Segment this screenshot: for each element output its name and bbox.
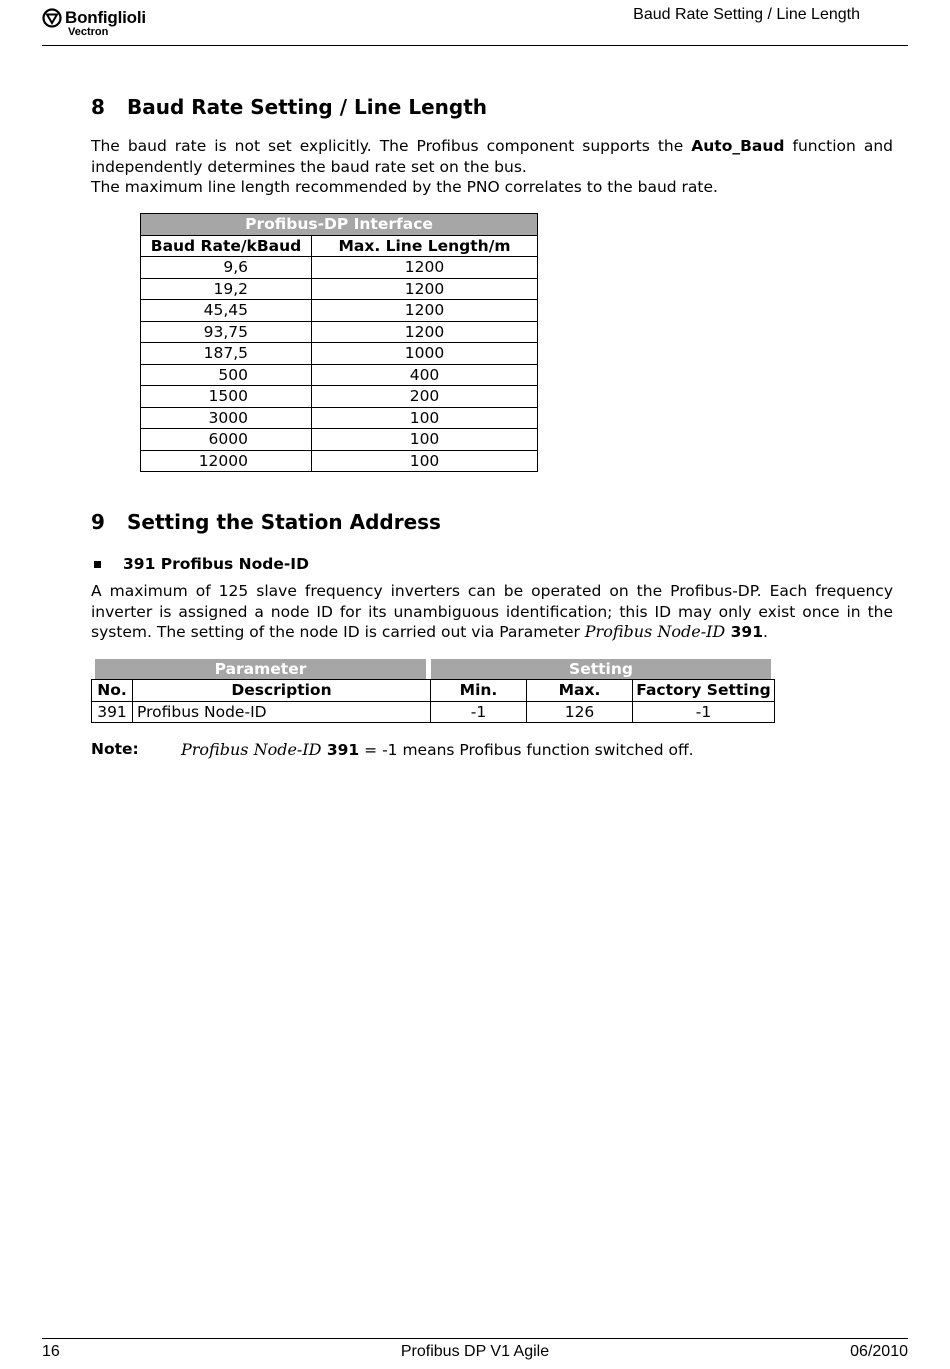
table-row: [141, 257, 538, 279]
table-cell: 187,5: [141, 343, 312, 365]
section-title: Setting the Station Address: [127, 510, 441, 534]
table-cell: 126: [527, 701, 633, 723]
note-text: [181, 740, 694, 759]
text-run: = -1 means Profibus function switched off.: [359, 741, 694, 759]
section-number: 8: [91, 95, 105, 119]
bonfiglioli-logo-icon: [42, 8, 62, 28]
column-header: No.: [92, 680, 133, 702]
column-header: Description: [133, 680, 431, 702]
paragraph-line-length: The maximum line length recommended by the PNO correlates to the baud rate.: [91, 178, 718, 196]
table-cell: 1200: [312, 278, 538, 300]
text-run: A maximum of 125 slave frequency inverters can be operated on the Profibus-DP. Each frequency inverter is assigned a node ID for its unambiguous identification; this ID may only exist once in the system. The setting of the node ID is carried out via Parameter: [91, 582, 893, 641]
section-8-heading: [91, 95, 893, 119]
page-number: 16: [42, 1343, 60, 1360]
table-cell: 1500: [141, 386, 312, 408]
auto-baud-term: Auto_Baud: [691, 137, 785, 155]
column-header: Baud Rate/kBaud: [141, 235, 312, 257]
parameter-number: 391: [725, 623, 764, 641]
table-row: [141, 364, 538, 386]
column-header: Max. Line Length/m: [312, 235, 538, 257]
table-cell: 3000: [141, 407, 312, 429]
table-row: [141, 450, 538, 472]
table-cell: 100: [312, 429, 538, 451]
table-cell: 400: [312, 364, 538, 386]
table-cell: 45,45: [141, 300, 312, 322]
parameter-name: Profibus Node-ID: [584, 622, 726, 641]
table-cell: 200: [312, 386, 538, 408]
text-run: The baud rate is not set explicitly. The Profibus component supports the: [91, 137, 692, 155]
table-cell: 93,75: [141, 321, 312, 343]
parameter-number: 391: [321, 741, 360, 759]
table-cell: 500: [141, 364, 312, 386]
note-label: Note:: [91, 740, 139, 758]
table-row: [141, 278, 538, 300]
column-header: Min.: [431, 680, 527, 702]
table-cell: 100: [312, 450, 538, 472]
brand-logo: [42, 8, 146, 38]
table-cell: -1: [431, 701, 527, 723]
running-title: Baud Rate Setting / Line Length: [633, 6, 860, 23]
table-cell: 1200: [312, 300, 538, 322]
footer-divider: [42, 1338, 908, 1339]
table-cell: 12000: [141, 450, 312, 472]
table-caption: Profibus-DP Interface: [141, 214, 538, 236]
section-title: Baud Rate Setting / Line Length: [127, 95, 487, 119]
section-8-body: [91, 136, 893, 198]
section-9-body: [91, 581, 893, 643]
table-cell: 19,2: [141, 278, 312, 300]
table-cell: 1000: [312, 343, 538, 365]
table-row: [141, 321, 538, 343]
table-cell: 1200: [312, 321, 538, 343]
paragraph-node-id: [91, 581, 893, 643]
table-row: [141, 300, 538, 322]
paragraph-baud-rate: [91, 136, 893, 177]
section-9-heading: [91, 510, 893, 534]
bullet-square-icon: [94, 561, 101, 568]
section-number: 9: [91, 510, 105, 534]
setting-group-header: Setting: [431, 659, 771, 679]
table-cell: 9,6: [141, 257, 312, 279]
baud-rate-table: [140, 213, 538, 472]
table-cell: Profibus Node-ID: [133, 701, 431, 723]
text-run: .: [763, 623, 768, 641]
parameter-bullet: [91, 555, 309, 573]
table-row: [92, 701, 775, 723]
table-row: [141, 407, 538, 429]
table-cell: -1: [633, 701, 775, 723]
parameter-name: Profibus Node-ID: [181, 740, 322, 759]
table-cell: 6000: [141, 429, 312, 451]
header-divider: [42, 45, 908, 46]
document-title: Profibus DP V1 Agile: [400, 1343, 550, 1360]
column-header: Factory Setting: [633, 680, 775, 702]
table-cell: 391: [92, 701, 133, 723]
note: [91, 740, 694, 759]
brand-name: Bonfiglioli: [65, 8, 146, 27]
document-date: 06/2010: [850, 1343, 908, 1360]
brand-sub: Vectron: [68, 26, 109, 38]
column-header: Max.: [527, 680, 633, 702]
text-run: function and independently determines the baud rate set on the bus.: [91, 137, 893, 176]
parameter-group-header: Parameter: [95, 659, 426, 679]
table-cell: 100: [312, 407, 538, 429]
table-row: [141, 343, 538, 365]
section-9: [91, 510, 893, 534]
table-row: [141, 386, 538, 408]
parameter-table: [91, 679, 775, 723]
table-cell: 1200: [312, 257, 538, 279]
table-row: [141, 429, 538, 451]
section-8: [91, 95, 893, 119]
bullet-text: 391 Profibus Node-ID: [123, 555, 309, 573]
